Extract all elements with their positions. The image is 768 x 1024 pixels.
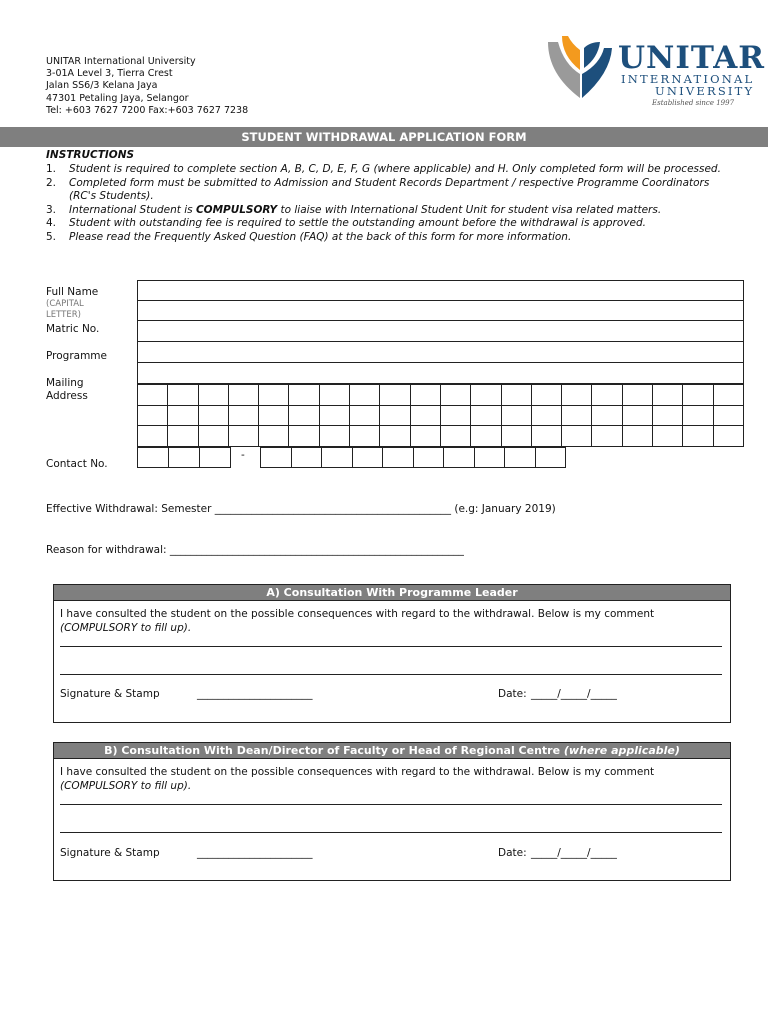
- signature-label: Signature & Stamp: [60, 847, 160, 859]
- logo-established: Established since 1997: [652, 99, 735, 107]
- contact-no-label: Contact No.: [46, 458, 108, 470]
- programme-input[interactable]: [137, 342, 744, 363]
- effective-withdrawal-label: Effective Withdrawal: Semester: [46, 503, 212, 515]
- reason-label: Reason for withdrawal:: [46, 544, 167, 556]
- address-line: Jalan SS6/3 Kelana Jaya: [46, 80, 158, 92]
- instruction-item: 1. Student is required to complete section A, B, C, D, E, F, G (where applicable) and H. Only completed form will be processed.: [46, 163, 721, 175]
- contact-dash: -: [241, 449, 245, 461]
- address-line: 47301 Petaling Jaya, Selangor: [46, 92, 189, 104]
- full-name-input[interactable]: [137, 280, 744, 301]
- section-a-title: A) Consultation With Programme Leader: [54, 585, 730, 601]
- date-input[interactable]: _____/_____/_____: [531, 688, 617, 700]
- capital-letter-note: (CAPITAL LETTER): [46, 299, 84, 320]
- logo-wordmark: UNITAR: [618, 40, 766, 76]
- instruction-item: 5. Please read the Frequently Asked Question (FAQ) at the back of this form for more information.: [46, 230, 572, 243]
- instructions-heading: INSTRUCTIONS: [46, 149, 135, 161]
- contact-number-grid[interactable]: [260, 447, 566, 468]
- instructions-list: [46, 163, 726, 244]
- section-b-title: B) Consultation With Dean/Director of Faculty or Head of Regional Centre (where applicable): [54, 743, 730, 759]
- address-line: UNITAR International University: [46, 56, 196, 67]
- address-label: Address: [46, 390, 88, 402]
- programme-label: Programme: [46, 350, 107, 362]
- section-a-box: [53, 584, 731, 723]
- mailing-label: Mailing: [46, 377, 84, 389]
- mailing-address-input[interactable]: [137, 363, 744, 384]
- contact-prefix-grid[interactable]: [137, 447, 231, 468]
- section-b-statement: I have consulted the student on the possible consequences with regard to the withdrawal. Below is my comment (COMPULSORY to fill up).: [60, 766, 655, 792]
- form-title: STUDENT WITHDRAWAL APPLICATION FORM: [0, 127, 768, 147]
- logo-line1: INTERNATIONAL: [621, 72, 755, 86]
- instruction-item: 2. Completed form must be submitted to Admission and Student Records Department / respective Programme Coordinators (RC's Students).: [46, 176, 710, 202]
- instruction-item: 3. International Student is COMPULSORY to liaise with International Student Unit for student visa related matters.: [46, 203, 662, 216]
- semester-example: (e.g: January 2019): [454, 503, 556, 515]
- signature-input[interactable]: ______________________: [197, 688, 313, 700]
- logo-line2: UNIVERSITY: [655, 84, 755, 98]
- section-a-statement: I have consulted the student on the possible consequences with regard to the withdrawal. Below is my comment (COMPULSORY to fill up).: [60, 608, 655, 634]
- compulsory-note: (COMPULSORY to fill up).: [60, 779, 192, 792]
- unitar-logo-icon: [544, 34, 616, 100]
- date-label: Date:: [498, 847, 527, 859]
- date-input[interactable]: _____/_____/_____: [531, 847, 617, 859]
- full-name-input-line2[interactable]: [137, 300, 744, 321]
- instruction-item: 4. Student with outstanding fee is required to settle the outstanding amount before the withdrawal is approved.: [46, 217, 646, 229]
- address-line: 3-01A Level 3, Tierra Crest: [46, 68, 173, 80]
- address-line: Tel: +603 7627 7200 Fax:+603 7627 7238: [46, 104, 249, 116]
- matric-no-input[interactable]: [137, 321, 744, 342]
- comment-line[interactable]: [60, 804, 722, 805]
- university-address: [46, 56, 248, 117]
- comment-line[interactable]: [60, 832, 722, 833]
- signature-label: Signature & Stamp: [60, 688, 160, 700]
- comment-line[interactable]: [60, 674, 722, 675]
- semester-input[interactable]: _____________________________________________: [214, 503, 451, 515]
- address-grid[interactable]: [137, 384, 744, 447]
- full-name-label: Full Name: [46, 286, 99, 298]
- effective-withdrawal-row: [46, 503, 556, 515]
- reason-row: [46, 544, 464, 556]
- comment-line[interactable]: [60, 646, 722, 647]
- section-b-box: [53, 742, 731, 881]
- signature-input[interactable]: ______________________: [197, 847, 313, 859]
- date-label: Date:: [498, 688, 527, 700]
- reason-input[interactable]: ________________________________________________________: [169, 544, 464, 556]
- matric-no-label: Matric No.: [46, 323, 100, 335]
- compulsory-note: (COMPULSORY to fill up).: [60, 621, 192, 634]
